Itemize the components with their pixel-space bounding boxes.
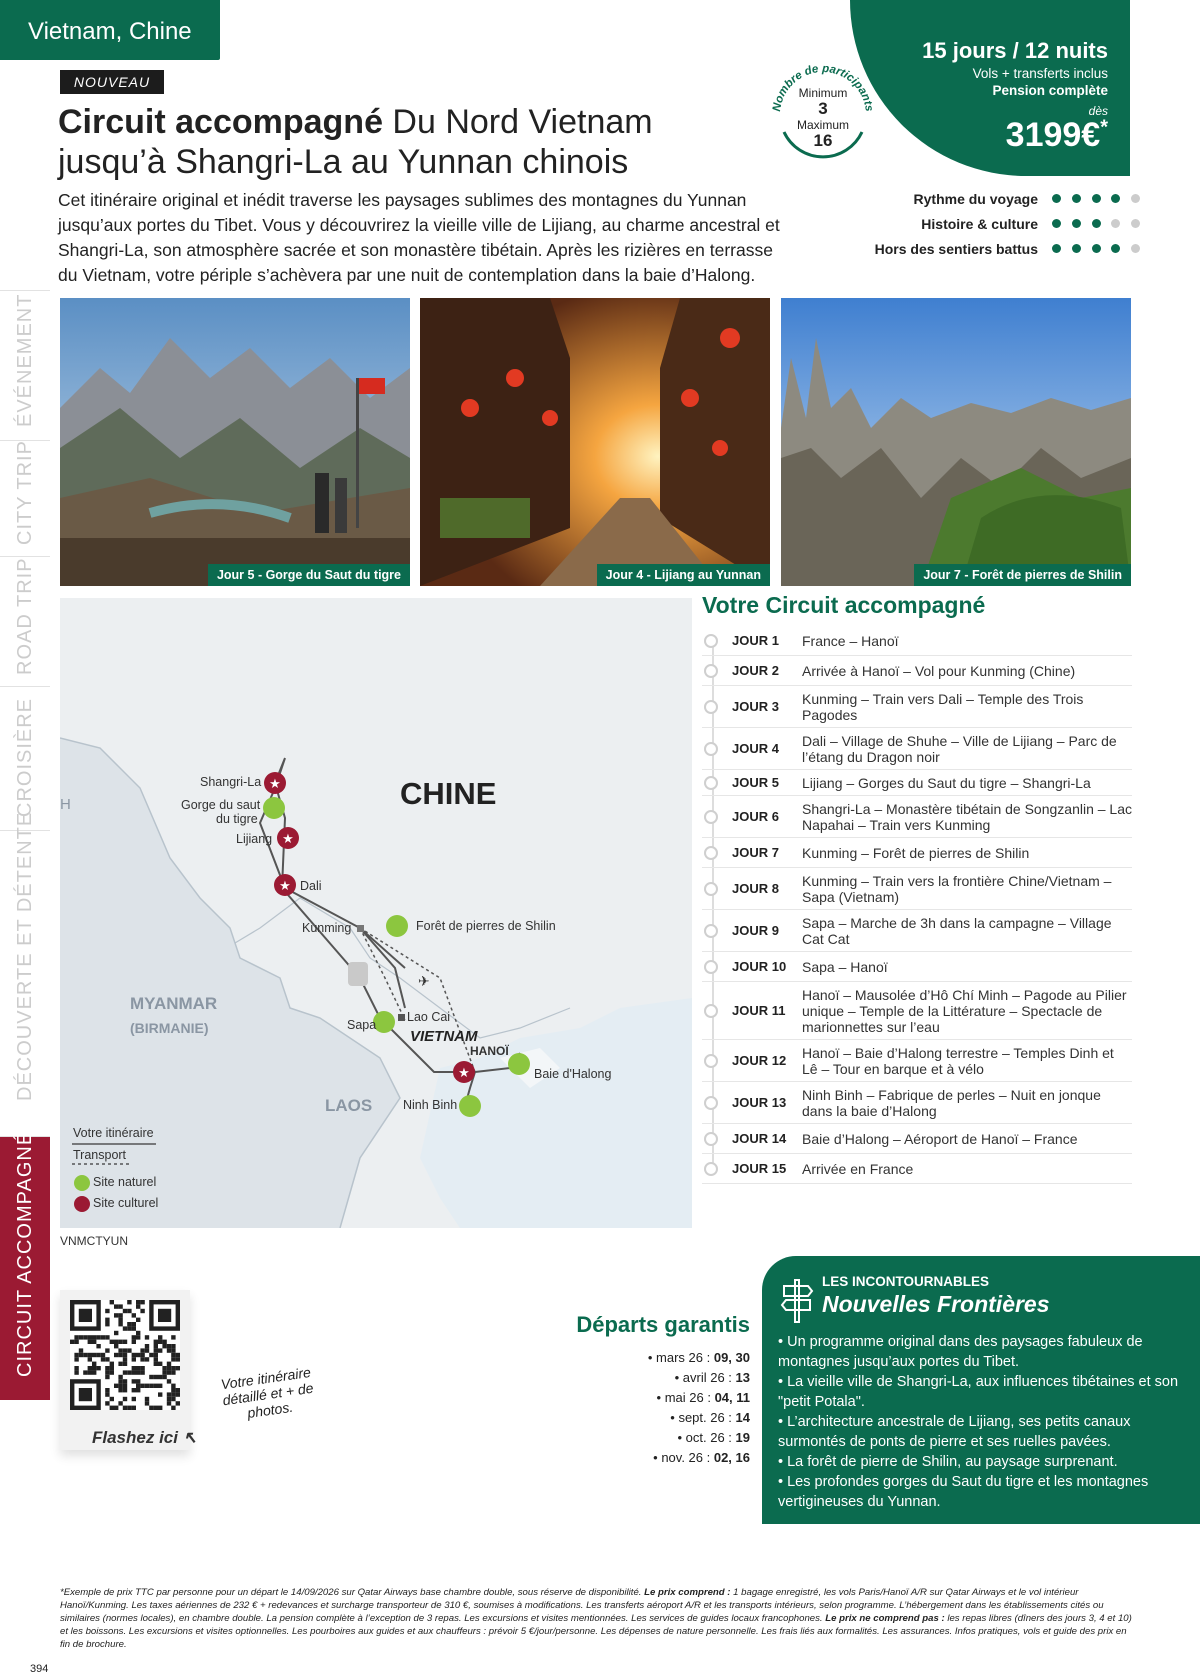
map-label-sapa: Sapa [347, 1018, 377, 1032]
rating-row [820, 211, 1140, 236]
departure-days: 14 [735, 1410, 750, 1425]
itinerary-title: Votre Circuit accompagné [702, 592, 986, 618]
photo-caption: Jour 4 - Lijiang au Yunnan [597, 564, 770, 586]
departure-month: nov. 26 : [661, 1450, 714, 1465]
timeline-node-icon [704, 742, 718, 756]
map-label-gorge2: du tigre [216, 812, 258, 826]
itinerary-day: JOUR 7 [732, 845, 779, 860]
bullet-icon: • [677, 1430, 686, 1445]
departure-item [560, 1428, 750, 1448]
map-label-gorge: Gorge du saut [181, 798, 261, 812]
route-map [60, 598, 692, 1228]
footnote-part1: *Exemple de prix TTC par personne pour un départ le 14/09/2026 sur Qatar Airways base chambre double, sous réserve de disponibilité. [60, 1587, 645, 1598]
destination-tag: Vietnam, Chine [0, 0, 220, 60]
map-canvas [60, 598, 692, 1228]
departures-title: Départs garantis [576, 1312, 750, 1337]
departure-month: sept. 26 : [678, 1410, 736, 1425]
bullet-icon: • [656, 1390, 665, 1405]
rating-dot [1052, 244, 1061, 253]
title-bold: Circuit accompagné [58, 103, 383, 141]
highlight-text: Les profondes gorges du Saut du tigre et les montagnes vertigineuses du Yunnan. [778, 1474, 1149, 1510]
map-label-laos: LAOS [325, 1096, 373, 1115]
timeline-node-icon [704, 1162, 718, 1176]
timeline-node-icon [704, 846, 718, 860]
timeline-node-icon [704, 664, 718, 678]
max-value: 16 [813, 131, 833, 150]
itinerary-row [702, 686, 1132, 728]
highlight-text: La forêt de pierre de Shilin, au paysage surprenant. [787, 1454, 1118, 1470]
rating-dot [1072, 219, 1081, 228]
highlight-text: Un programme original dans des paysages fabuleux de montagnes jusqu’aux portes du Tibet. [778, 1334, 1143, 1370]
legend-cultural-icon [74, 1196, 90, 1212]
map-label-halong: Baie d'Halong [534, 1067, 612, 1081]
rating-dots [1052, 219, 1140, 228]
timeline-node-icon [704, 776, 718, 790]
itinerary-desc: Ninh Binh – Fabrique de perles – Nuit en jonque dans la baie d’Halong [802, 1087, 1101, 1119]
map-label-hanoi: HANOÏ [470, 1044, 509, 1058]
laocai-marker [398, 1014, 405, 1021]
arrow-icon: ↖ [182, 1428, 197, 1447]
map-label-ninhbinh: Ninh Binh [403, 1098, 458, 1112]
departure-month: mai 26 : [664, 1390, 715, 1405]
departure-month: avril 26 : [682, 1370, 736, 1385]
itinerary-row [702, 656, 1132, 686]
rating-dot [1111, 219, 1120, 228]
stone-forest-image [781, 298, 1131, 586]
itinerary-day: JOUR 11 [732, 1003, 786, 1018]
itinerary-list [702, 626, 1132, 1184]
itinerary-day: JOUR 9 [732, 923, 779, 938]
highlight-text: L’architecture ancestrale de Lijiang, ses petits canaux surmontés de ponts de pierre et ses ruelles pavées. [778, 1414, 1131, 1450]
itinerary-day: JOUR 15 [732, 1161, 787, 1176]
bullet-icon: • [778, 1474, 788, 1490]
highlight-text: La vieille ville de Shangri-La, aux influences tibétaines et son "petit Potala". [778, 1374, 1179, 1410]
qr-code[interactable] [70, 1300, 180, 1410]
rating-dot [1092, 194, 1101, 203]
itinerary-day: JOUR 3 [732, 699, 779, 714]
tab-label: CIRCUIT ACCOMPAGNÉ [14, 1130, 36, 1377]
page-number: 394 [30, 1663, 49, 1675]
itinerary-row [702, 868, 1132, 910]
bullet-icon: • [647, 1350, 657, 1365]
itinerary-desc: Arrivée en France [802, 1161, 914, 1177]
map-label-myanmar: MYANMAR [130, 994, 218, 1013]
qr-note: Votre itinéraire détaillé et + de photos. [219, 1363, 315, 1421]
timeline-node-icon [704, 1132, 718, 1146]
photo-caption: Jour 7 - Forêt de pierres de Shilin [914, 564, 1131, 586]
itinerary-desc: Hanoï – Baie d’Halong terrestre – Temples Dinh et Lê – Tour en barque et à vélo [802, 1045, 1114, 1077]
departure-days: 02, 16 [713, 1450, 750, 1465]
tab-label: ÉVÉNEMENT [14, 293, 36, 427]
bullet-icon: • [778, 1414, 788, 1430]
highlight-item [778, 1472, 1182, 1512]
highlight-item [778, 1412, 1182, 1452]
map-label-birmanie: (BIRMANIE) [130, 1020, 209, 1036]
svg-text:★: ★ [458, 1066, 470, 1081]
legal-footnote [60, 1586, 1132, 1651]
price-asterisk: * [1100, 116, 1108, 139]
natural-site-marker [373, 1011, 395, 1033]
photo-lijiang [420, 298, 770, 586]
legend-natural-label: Site naturel [93, 1175, 157, 1189]
rating-label: Rythme du voyage [913, 190, 1038, 207]
trip-includes: Vols + transferts inclus [972, 66, 1108, 81]
natural-site-marker [263, 797, 285, 819]
itinerary-day: JOUR 5 [732, 775, 779, 790]
trip-duration: 15 jours / 12 nuits [922, 38, 1108, 63]
map-edge-letter: H [60, 796, 71, 813]
itinerary-desc: Kunming – Train vers la frontière Chine/Vietnam – Sapa (Vietnam) [802, 873, 1112, 905]
cultural-site-marker [277, 827, 299, 849]
rating-dot [1072, 194, 1081, 203]
bullet-icon: • [653, 1450, 662, 1465]
rating-dot [1092, 219, 1101, 228]
footnote-includes-label: Le prix comprend : [644, 1587, 731, 1598]
itinerary-row [702, 770, 1132, 796]
itinerary-row [702, 838, 1132, 868]
kunming-marker [357, 925, 364, 932]
rating-dots [1052, 194, 1140, 203]
timeline-node-icon [704, 924, 718, 938]
rating-label: Hors des sentiers battus [874, 240, 1038, 257]
map-label-dali: Dali [300, 879, 322, 893]
cultural-site-marker [453, 1061, 475, 1083]
map-label-chine: CHINE [400, 776, 497, 811]
title-rest: Du Nord Vietnam jusqu’à Shangri-La au Yunnan chinois [58, 103, 653, 181]
itinerary-day: JOUR 6 [732, 809, 779, 824]
itinerary-row [702, 626, 1132, 656]
itinerary-desc: Kunming – Train vers Dali – Temple des Trois Pagodes [802, 691, 1084, 723]
mountain-image [60, 298, 410, 586]
rating-dot [1131, 194, 1140, 203]
itinerary-row [702, 796, 1132, 838]
cultural-site-marker [264, 772, 286, 794]
itinerary-day: JOUR 4 [732, 741, 779, 756]
itinerary-desc: Arrivée à Hanoï – Vol pour Kunming (Chine) [802, 663, 1076, 679]
rating-dot [1072, 244, 1081, 253]
highlight-item [778, 1332, 1182, 1372]
footnote-excludes-label: Le prix ne comprend pas : [825, 1613, 945, 1624]
highlights-list [778, 1332, 1182, 1512]
new-badge: NOUVEAU [60, 70, 164, 94]
price-amount [850, 116, 1108, 155]
departure-item [560, 1448, 750, 1468]
timeline-node-icon [704, 700, 718, 714]
departure-days: 19 [735, 1430, 750, 1445]
participants-arc-text: Nombre de participants [771, 62, 875, 113]
tab-evenement[interactable] [0, 290, 50, 440]
page-title [58, 102, 758, 182]
legend-transport-label: Transport [73, 1148, 127, 1162]
min-label: Minimum [798, 86, 848, 100]
rating-dots [1052, 244, 1140, 253]
plane-icon: ✈ [418, 974, 430, 990]
itinerary-row [702, 1040, 1132, 1082]
svg-text:★: ★ [279, 879, 291, 894]
rating-label: Histoire & culture [921, 215, 1038, 232]
itinerary-day: JOUR 2 [732, 663, 779, 678]
rating-dot [1131, 219, 1140, 228]
rating-dot [1131, 244, 1140, 253]
itinerary-day: JOUR 8 [732, 881, 779, 896]
svg-text:★: ★ [269, 777, 281, 792]
rating-dot [1052, 194, 1061, 203]
train-icon [348, 962, 368, 986]
itinerary-desc: Shangri-La – Monastère tibétain de Songzanlin – Lac Napahai – Train vers Kunming [802, 801, 1132, 833]
tab-croisiere[interactable] [0, 686, 50, 830]
board-type: Pension complète [992, 83, 1108, 98]
flash-text: Flashez ici [92, 1428, 178, 1447]
timeline-node-icon [704, 810, 718, 824]
tab-label: CITY TRIP [14, 440, 36, 545]
itinerary-row [702, 910, 1132, 952]
price-from: dès [1088, 104, 1108, 118]
footnote-part2: 1 bagage enregistré, les vols Paris/Hanoï A/R sur Qatar Airways et le vol intérieur Hanoï/Kunming. Les taxes aériennes de 232 € + redevances et surcharge transporteur de 310 €, soumises à modifications. Les transferts aéroport A/R et les transports intérieurs, selon programme. L’hébergement dans les établissements cités ou similaires (normes locales), en chambre double. La pension complète à l’exception de 3 repas. Les excursions et visites mentionnées. Les services de guides locaux francophones. [60, 1587, 1104, 1624]
itinerary-day: JOUR 13 [732, 1095, 787, 1110]
itinerary-desc: France – Hanoï [802, 633, 899, 649]
itinerary-day: JOUR 14 [732, 1131, 787, 1146]
itinerary-desc: Hanoï – Mausolée d’Hô Chí Minh – Pagode au Pilier unique – Temple de la Littérature – Spectacle de marionnettes sur l’eau [802, 987, 1127, 1035]
itinerary-desc: Dali – Village de Shuhe – Ville de Lijiang – Parc de l’étang du Dragon noir [802, 733, 1117, 765]
departure-item [560, 1368, 750, 1388]
min-value: 3 [818, 99, 828, 118]
highlights-kicker: LES INCONTOURNABLES [822, 1274, 990, 1289]
itinerary-desc: Baie d’Halong – Aéroport de Hanoï – France [802, 1131, 1078, 1147]
flash-label [92, 1428, 197, 1448]
timeline-node-icon [704, 1004, 718, 1018]
departure-item [560, 1388, 750, 1408]
map-label-shangrila: Shangri-La [200, 775, 262, 789]
tab-label: CROISIÈRE [14, 697, 36, 817]
price-value: 3199€ [1005, 116, 1101, 154]
departure-month: mars 26 : [656, 1350, 714, 1365]
old-town-image [420, 298, 770, 586]
bullet-icon: • [778, 1374, 788, 1390]
map-label-laocai: Lao Cai [407, 1010, 451, 1024]
cultural-site-marker [274, 874, 296, 896]
timeline-node-icon [704, 882, 718, 896]
departure-days: 04, 11 [714, 1390, 750, 1405]
tab-decouverte[interactable] [0, 811, 50, 1114]
departure-item [560, 1348, 750, 1368]
tab-label: ROAD TRIP [14, 557, 36, 675]
itinerary-desc: Lijiang – Gorges du Saut du tigre – Shangri-La [802, 775, 1091, 791]
departures-list [560, 1348, 750, 1468]
itinerary-day: JOUR 1 [732, 633, 779, 648]
tab-road-trip[interactable] [0, 556, 50, 686]
highlights-brand: Nouvelles Frontières [822, 1291, 1050, 1317]
rating-row [820, 186, 1140, 211]
timeline-node-icon [704, 1096, 718, 1110]
bullet-icon: • [778, 1454, 788, 1470]
itinerary-desc: Sapa – Hanoï [802, 959, 888, 975]
highlights-panel [762, 1256, 1200, 1524]
intro-paragraph: Cet itinéraire original et inédit traverse les paysages sublimes des montagnes du Yunnan jusqu’aux portes du Tibet. Vous y découvrirez la vieille ville de Lijiang, au charme ancestral et Shangri-La, son atmosphère sacrée et son monastère tibétain. Après les rizières en terrasse du Vietnam, votre périple s’achèvera par une nuit de contemplation dans la baie d’Halong. [58, 190, 780, 285]
departure-days: 09, 30 [713, 1350, 750, 1365]
circuit-code: VNMCTYUN [60, 1234, 128, 1248]
tab-label: DÉCOUVERTE ET DÉTENTE [14, 811, 36, 1101]
departure-days: 13 [735, 1370, 750, 1385]
rating-dot [1052, 219, 1061, 228]
rating-dot [1092, 244, 1101, 253]
rating-dot [1111, 194, 1120, 203]
itinerary-row [702, 728, 1132, 770]
legend-route-label: Votre itinéraire [73, 1126, 154, 1140]
map-label-vietnam: VIETNAM [410, 1028, 478, 1045]
max-label: Maximum [796, 118, 849, 132]
highlight-item [778, 1452, 1182, 1472]
ratings-block [820, 186, 1140, 261]
photo-tiger-gorge [60, 298, 410, 586]
svg-text:★: ★ [282, 832, 294, 847]
itinerary-day: JOUR 12 [732, 1053, 787, 1068]
map-label-kunming: Kunming [302, 921, 352, 935]
qr-card[interactable] [60, 1290, 190, 1450]
itinerary-row [702, 1154, 1132, 1184]
tab-circuit-accompagne[interactable] [0, 1130, 50, 1400]
bullet-icon: • [670, 1410, 679, 1425]
signpost-icon [780, 1278, 814, 1324]
bullet-icon: • [674, 1370, 683, 1385]
natural-site-marker [459, 1095, 481, 1117]
timeline-node-icon [704, 960, 718, 974]
map-label-lijiang: Lijiang [236, 832, 273, 846]
departure-item [560, 1408, 750, 1428]
itinerary-row [702, 1124, 1132, 1154]
departure-month: oct. 26 : [685, 1430, 736, 1445]
price-panel [850, 0, 1130, 176]
itinerary-row [702, 982, 1132, 1040]
itinerary-row [702, 1082, 1132, 1124]
highlight-item [778, 1372, 1182, 1412]
rating-row [820, 236, 1140, 261]
legend-cultural-label: Site culturel [93, 1196, 159, 1210]
side-tabs [0, 290, 50, 1400]
natural-site-marker [508, 1053, 530, 1075]
tab-city-trip[interactable] [0, 440, 50, 556]
footnote-part3: les repas libres (dîners des jours 3, 4 et 10) et les boissons. Les excursions et visites optionnelles. Les pourboires aux guides et aux chauffeurs : prévoir 5 €/jour/personne. Les dépenses de nature personnelle. Les frais liés aux formalités. Les assurances. Infos pratiques, vols et guide des prix en fin de brochure. [60, 1613, 1132, 1650]
timeline-node-icon [704, 634, 718, 648]
photo-shilin [781, 298, 1131, 586]
timeline-node-icon [704, 1054, 718, 1068]
itinerary-row [702, 952, 1132, 982]
map-label-shilin: Forêt de pierres de Shilin [416, 919, 556, 933]
bullet-icon: • [778, 1334, 788, 1350]
photo-caption: Jour 5 - Gorge du Saut du tigre [208, 564, 410, 586]
itinerary-day: JOUR 10 [732, 959, 787, 974]
itinerary-desc: Sapa – Marche de 3h dans la campagne – Village Cat Cat [802, 915, 1112, 947]
rating-dot [1111, 244, 1120, 253]
itinerary-desc: Kunming – Forêt de pierres de Shilin [802, 845, 1030, 861]
legend-natural-icon [74, 1175, 90, 1191]
natural-site-marker [386, 915, 408, 937]
